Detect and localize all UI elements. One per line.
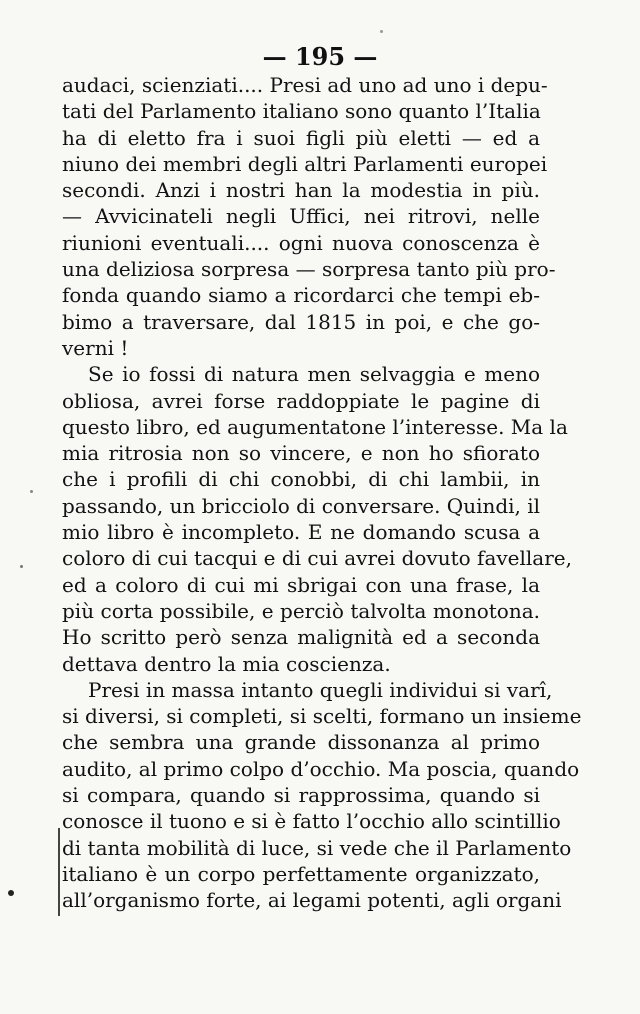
text-line: Ho scritto però senza malignità ed a seconda: [62, 625, 540, 650]
text-line: verni !: [62, 335, 129, 360]
text-line: più corta possibile, e perciò talvolta monotona.: [62, 598, 540, 623]
text-line: che i profili di chi conobbi, di chi lambii, in: [62, 467, 540, 492]
text-line: Presi in massa intanto quegli individui si varî,: [88, 677, 553, 702]
text-line: che sembra una grande dissonanza al primo: [62, 730, 540, 755]
text-line: dettava dentro la mia coscienza.: [62, 651, 391, 676]
text-line: ha di eletto fra i suoi figli più eletti — ed a: [62, 125, 540, 150]
text-line: di tanta mobilità di luce, si vede che il Parlamento: [62, 835, 572, 860]
text-line: obliosa, avrei forse raddoppiate le pagine di: [62, 388, 540, 413]
text-line: mio libro è incompleto. E ne domando scusa a: [62, 520, 540, 545]
text-line: mia ritrosia non so vincere, e non ho sfiorato: [62, 441, 540, 466]
text-line: all’organismo forte, ai legami potenti, agli organi: [62, 888, 562, 913]
text-line: audito, al primo colpo d’occhio. Ma poscia, quando: [62, 756, 580, 781]
text-line: passando, un bricciolo di conversare. Quindi, il: [62, 493, 541, 518]
text-line: tati del Parlamento italiano sono quanto l’Italia: [62, 99, 541, 124]
text-line: si diversi, si completi, si scelti, formano un insieme: [62, 704, 582, 729]
text-line: niuno dei membri degli altri Parlamenti europei: [62, 151, 548, 176]
ink-speck: [30, 490, 33, 493]
text-line: si compara, quando si rapprossima, quando si: [62, 783, 540, 808]
ink-speck: [8, 890, 14, 896]
text-line: una deliziosa sorpresa — sorpresa tanto più pro-: [62, 257, 556, 282]
margin-mark: [58, 828, 60, 916]
text-line: Se io fossi di natura men selvaggia e meno: [88, 362, 540, 387]
ink-speck: [20, 565, 23, 568]
ink-speck: [380, 30, 383, 33]
text-line: fonda quando siamo a ricordarci che tempi eb-: [62, 283, 540, 308]
text-line: italiano è un corpo perfettamente organizzato,: [62, 861, 540, 886]
text-line: — Avvicinateli negli Uffici, nei ritrovi, nelle: [62, 204, 540, 229]
text-line: questo libro, ed augumentatone l’interesse. Ma la: [62, 414, 568, 439]
text-line: coloro di cui tacqui e di cui avrei dovuto favellare,: [62, 546, 572, 571]
text-line: bimo a traversare, dal 1815 in poi, e che go-: [62, 309, 540, 334]
text-line: secondi. Anzi i nostri han la modestia in più.: [62, 178, 540, 203]
text-line: ed a coloro di cui mi sbrigai con una frase, la: [62, 572, 540, 597]
body-text: [62, 72, 582, 914]
text-line: conosce il tuono e si è fatto l’occhio allo scintillio: [62, 809, 561, 834]
text-line: riunioni eventuali.... ogni nuova conoscenza è: [62, 230, 540, 255]
page-number: — 195 —: [262, 42, 378, 71]
text-line: audaci, scienziati.... Presi ad uno ad uno i depu-: [62, 73, 548, 97]
